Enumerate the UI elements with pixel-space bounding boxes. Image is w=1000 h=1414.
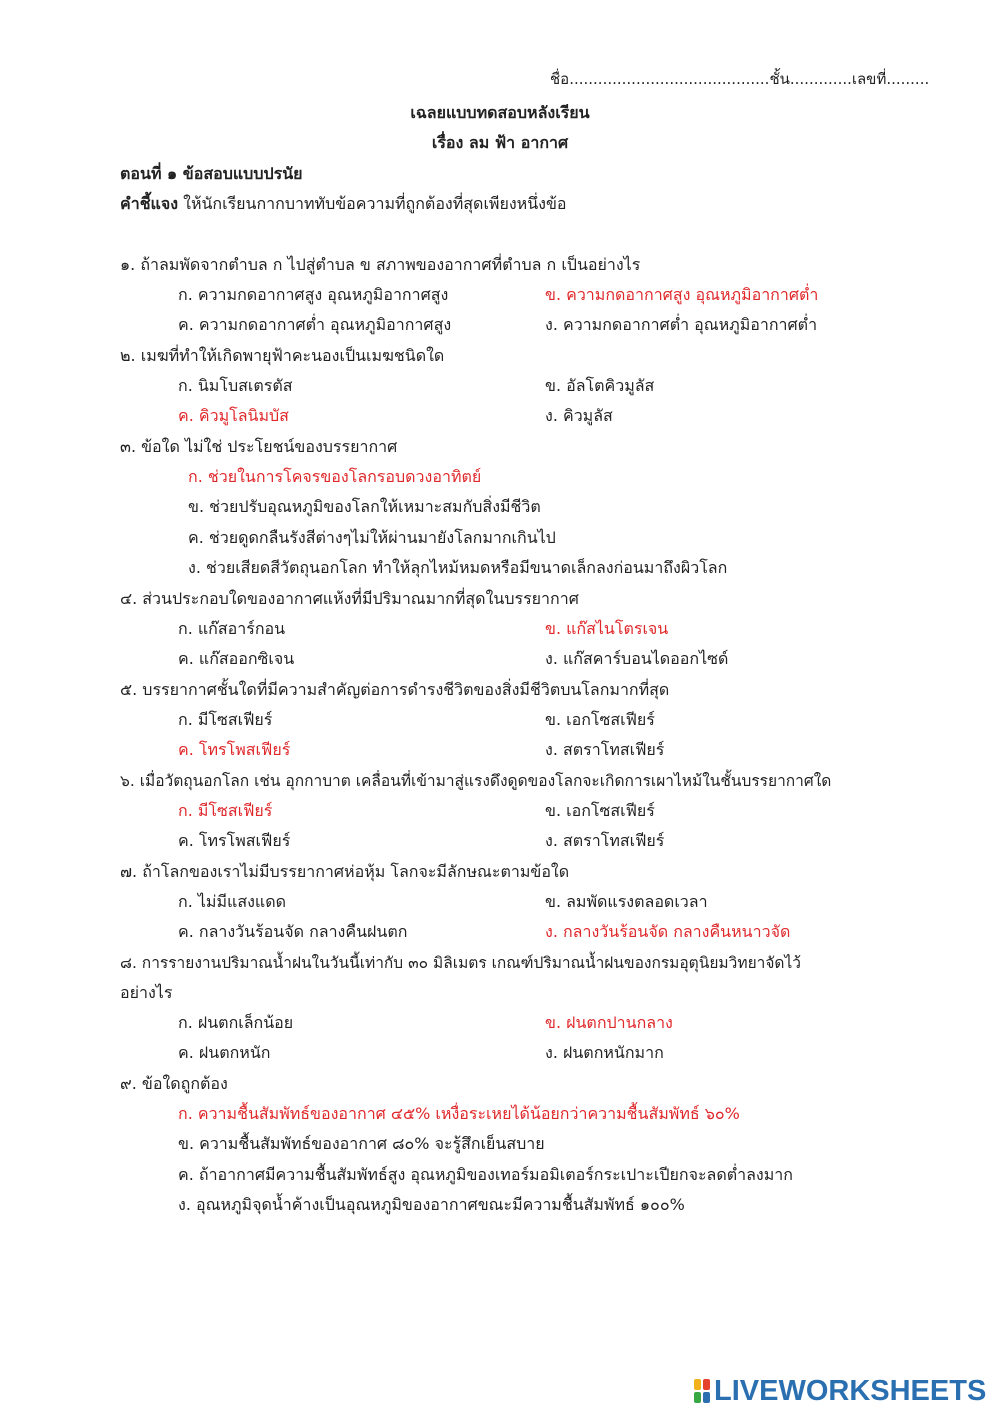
q6-option-c[interactable]: ค. โทรโพสเฟียร์ [178,831,291,850]
instruction [120,193,567,215]
q3-option-c[interactable]: ค. ช่วยดูดกลืนรังสีต่างๆไม่ให้ผ่านมายังโลกมากเกินไป [188,528,556,547]
brand-name: LIVEWORKSHEETS [714,1374,987,1407]
page-subtitle: เรื่อง ลม ฟ้า อากาศ [431,133,569,152]
q2-option-b[interactable]: ข. อัลโตคิวมูลัส [545,376,655,395]
instruction-label: คำชี้แจง [120,194,179,213]
q6-option-d[interactable]: ง. สตราโทสเฟียร์ [545,831,665,850]
q4-option-a[interactable]: ก. แก๊สอาร์กอน [178,619,286,638]
q7-option-b[interactable]: ข. ลมพัดแรงตลอดเวลา [545,892,708,911]
q8-option-d[interactable]: ง. ฝนตกหนักมาก [545,1043,664,1062]
q5-option-b[interactable]: ข. เอกโซสเฟียร์ [545,710,655,729]
q3-option-a-answer[interactable]: ก. ช่วยในการโคจรของโลกรอบดวงอาทิตย์ [188,467,482,486]
q9-option-b[interactable]: ข. ความชื้นสัมพัทธ์ของอากาศ ๘๐% จะรู้สึกเย็นสบาย [178,1134,545,1153]
q5-option-d[interactable]: ง. สตราโทสเฟียร์ [545,740,665,759]
q1-option-d[interactable]: ง. ความกดอากาศต่ำ อุณหภูมิอากาศต่ำ [545,315,818,334]
name-line[interactable]: ชื่อ..........................................ชั้น.............เลขที่......... [550,70,930,88]
instruction-text: ให้นักเรียนกากบาททับข้อความที่ถูกต้องที่สุดเพียงหนึ่งข้อ [178,194,567,213]
page-title: เฉลยแบบทดสอบหลังเรียน [410,103,590,122]
q5-option-a[interactable]: ก. มีโซสเฟียร์ [178,710,273,729]
q4-option-d[interactable]: ง. แก๊สคาร์บอนไดออกไซด์ [545,649,729,668]
q5-option-c-answer[interactable]: ค. โทรโพสเฟียร์ [178,740,291,759]
q8-option-a[interactable]: ก. ฝนตกเล็กน้อย [178,1013,294,1032]
q1-option-b-answer[interactable]: ข. ความกดอากาศสูง อุณหภูมิอากาศต่ำ [545,285,819,304]
liveworksheets-logo[interactable] [693,1376,986,1406]
q9-option-d[interactable]: ง. อุณหภูมิจุดน้ำค้างเป็นอุณหภูมิของอากาศขณะมีความชื้นสัมพัทธ์ ๑๐๐% [178,1195,685,1214]
q3-option-d[interactable]: ง. ช่วยเสียดสีวัตถุนอกโลก ทำให้ลุกไหม้หมดหรือมีขนาดเล็กลงก่อนมาถึงผิวโลก [188,558,728,577]
question-5: ๕. บรรยากาศชั้นใดที่มีความสำคัญต่อการดำรงชีวิตของสิ่งมีชีวิตบนโลกมากที่สุด [120,680,670,699]
q2-option-c-answer[interactable]: ค. คิวมูโลนิมบัส [178,406,289,425]
q4-option-c[interactable]: ค. แก๊สออกซิเจน [178,649,295,668]
q1-option-c[interactable]: ค. ความกดอากาศต่ำ อุณหภูมิอากาศสูง [178,315,452,334]
question-2: ๒. เมฆที่ทำให้เกิดพายุฟ้าคะนองเป็นเมฆชนิดใด [120,346,445,365]
part-heading: ตอนที่ ๑ ข้อสอบแบบปรนัย [120,164,303,183]
q2-option-d[interactable]: ง. คิวมูลัส [545,406,613,425]
q7-option-a[interactable]: ก. ไม่มีแสงแดด [178,892,286,911]
q7-option-d-answer[interactable]: ง. กลางวันร้อนจัด กลางคืนหนาวจัด [545,922,791,941]
q8-option-c[interactable]: ค. ฝนตกหนัก [178,1043,271,1062]
question-4: ๔. ส่วนประกอบใดของอากาศแห้งที่มีปริมาณมากที่สุดในบรรยากาศ [120,589,579,608]
q3-option-b[interactable]: ข. ช่วยปรับอุณหภูมิของโลกให้เหมาะสมกับสิ่งมีชีวิต [188,497,541,516]
question-1: ๑. ถ้าลมพัดจากตำบล ก ไปสู่ตำบล ข สภาพของอากาศที่ตำบล ก เป็นอย่างไร [120,255,641,274]
q7-option-c[interactable]: ค. กลางวันร้อนจัด กลางคืนฝนตก [178,922,408,941]
question-7: ๗. ถ้าโลกของเราไม่มีบรรยากาศห่อหุ้ม โลกจะมีลักษณะตามข้อใด [120,862,570,881]
question-8: ๘. การรายงานปริมาณน้ำฝนในวันนี้เท่ากับ ๓๐ มิลิเมตร เกณฑ์ปริมาณน้ำฝนของกรมอุตุนิยมวิทยาจัดไว้ [120,954,802,972]
q4-option-b-answer[interactable]: ข. แก๊สไนโตรเจน [545,619,669,638]
q6-option-b[interactable]: ข. เอกโซสเฟียร์ [545,801,655,820]
question-3: ๓. ข้อใด ไม่ใช่ ประโยชน์ของบรรยากาศ [120,437,398,456]
q8-option-b-answer[interactable]: ข. ฝนตกปานกลาง [545,1013,673,1032]
q2-option-a[interactable]: ก. นิมโบสเตรตัส [178,376,293,395]
question-8-cont: อย่างไร [120,983,173,1002]
q9-option-a-answer[interactable]: ก. ความชื้นสัมพัทธ์ของอากาศ ๔๕% เหงื่อระเหยได้น้อยกว่าความชื้นสัมพัทธ์ ๖๐% [178,1104,740,1123]
question-6: ๖. เมื่อวัตถุนอกโลก เช่น อุกกาบาต เคลื่อนที่เข้ามาสู่แรงดึงดูดของโลกจะเกิดการเผาไหม้ในชั้นบรรยากาศใด [120,772,832,790]
q6-option-a-answer[interactable]: ก. มีโซสเฟียร์ [178,801,273,820]
liveworksheets-logo-icon [693,1378,711,1404]
question-9: ๙. ข้อใดถูกต้อง [120,1074,228,1093]
q1-option-a[interactable]: ก. ความกดอากาศสูง อุณหภูมิอากาศสูง [178,285,449,304]
q9-option-c[interactable]: ค. ถ้าอากาศมีความชื้นสัมพัทธ์สูง อุณหภูมิของเทอร์มอมิเตอร์กระเปาะเปียกจะลดต่ำลงมาก [178,1165,793,1184]
